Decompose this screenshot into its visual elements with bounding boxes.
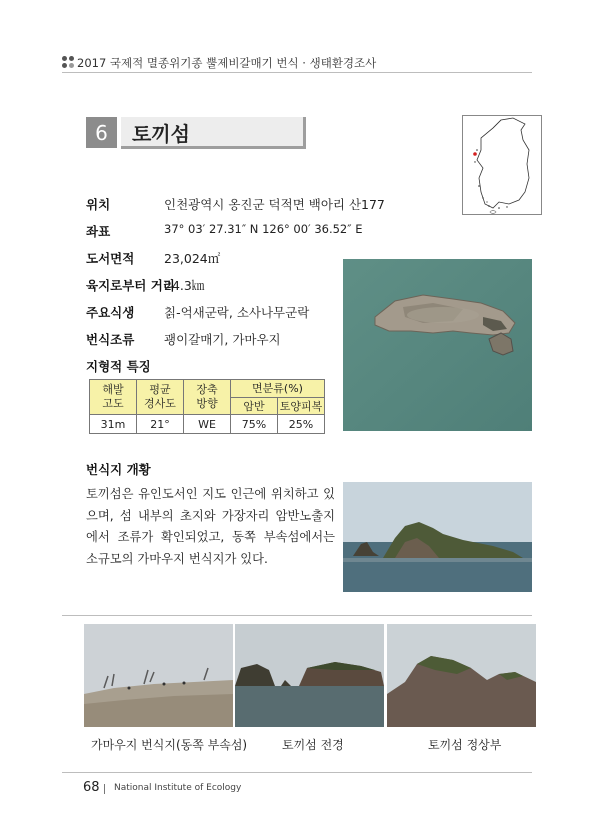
header-rule <box>62 72 532 73</box>
td-axis: WE <box>184 415 231 434</box>
terrain-table <box>89 379 325 434</box>
th-rock: 암반 <box>231 397 278 415</box>
overview-text: 토끼섬은 유인도서인 지도 인근에 위치하고 있으며, 섬 내부의 초지와 가장자리 암반노출지에서 조류가 확인되었고, 동쪽 부속섬에서는 소규모의 가마우지 번식지가 있다. <box>86 487 335 566</box>
page-number: 68 <box>83 780 100 795</box>
th-soil: 토양피복 <box>278 397 325 415</box>
info-label-distance: 육지로부터 거리 <box>86 278 175 293</box>
info-label-location: 위치 <box>86 197 111 212</box>
th-slope: 평균 경사도 <box>137 380 184 415</box>
section-title: 토끼섬 <box>132 122 190 146</box>
th-distribution: 면분류(%) <box>231 380 325 398</box>
info-label-area: 도서면적 <box>86 251 135 266</box>
section-number: 6 <box>86 117 117 148</box>
gallery-rule <box>62 615 532 616</box>
info-label-breeding-birds: 번식조류 <box>86 332 135 347</box>
caption-cormorant-colony: 가마우지 번식지(동쪽 부속섬) <box>91 738 248 752</box>
island-panorama-photo <box>343 482 532 592</box>
overview-heading: 번식지 개황 <box>86 462 151 477</box>
island-view-photo <box>235 624 384 727</box>
header-bullet-icon <box>62 56 76 68</box>
info-value-breeding-birds: 괭이갈매기, 가마우지 <box>164 332 281 347</box>
summit-photo <box>387 624 536 727</box>
th-axis: 장축 방향 <box>184 380 231 415</box>
running-header: 2017 국제적 멸종위기종 뿔제비갈매기 번식 · 생태환경조사 <box>77 56 377 70</box>
td-altitude: 31m <box>90 415 137 434</box>
terrain-heading: 지형적 특징 <box>86 359 151 374</box>
info-label-vegetation: 주요식생 <box>86 305 135 320</box>
site-marker-icon <box>473 152 477 156</box>
caption-summit: 토끼섬 정상부 <box>428 738 502 752</box>
footer-org: National Institute of Ecology <box>114 783 242 793</box>
info-value-vegetation: 칡-억새군락, 소사나무군락 <box>164 305 310 320</box>
th-altitude: 해발 고도 <box>90 380 137 415</box>
td-soil: 25% <box>278 415 325 434</box>
td-rock: 75% <box>231 415 278 434</box>
info-label-coordinates: 좌표 <box>86 224 111 239</box>
info-value-coordinates: 37° 03′ 27.31″ N 126° 00′ 36.52″ E <box>164 222 363 236</box>
info-value-distance: 24.3㎞ <box>164 278 205 293</box>
cormorant-colony-photo <box>84 624 233 727</box>
caption-island-view: 토끼섬 전경 <box>282 738 344 752</box>
td-slope: 21° <box>137 415 184 434</box>
location-map <box>462 115 542 215</box>
info-value-location: 인천광역시 옹진군 덕적면 백아리 산177 <box>164 197 385 212</box>
footer-rule <box>62 772 532 773</box>
footer-divider <box>104 784 105 794</box>
info-value-area: 23,024㎡ <box>164 251 221 266</box>
aerial-photo <box>343 259 532 431</box>
